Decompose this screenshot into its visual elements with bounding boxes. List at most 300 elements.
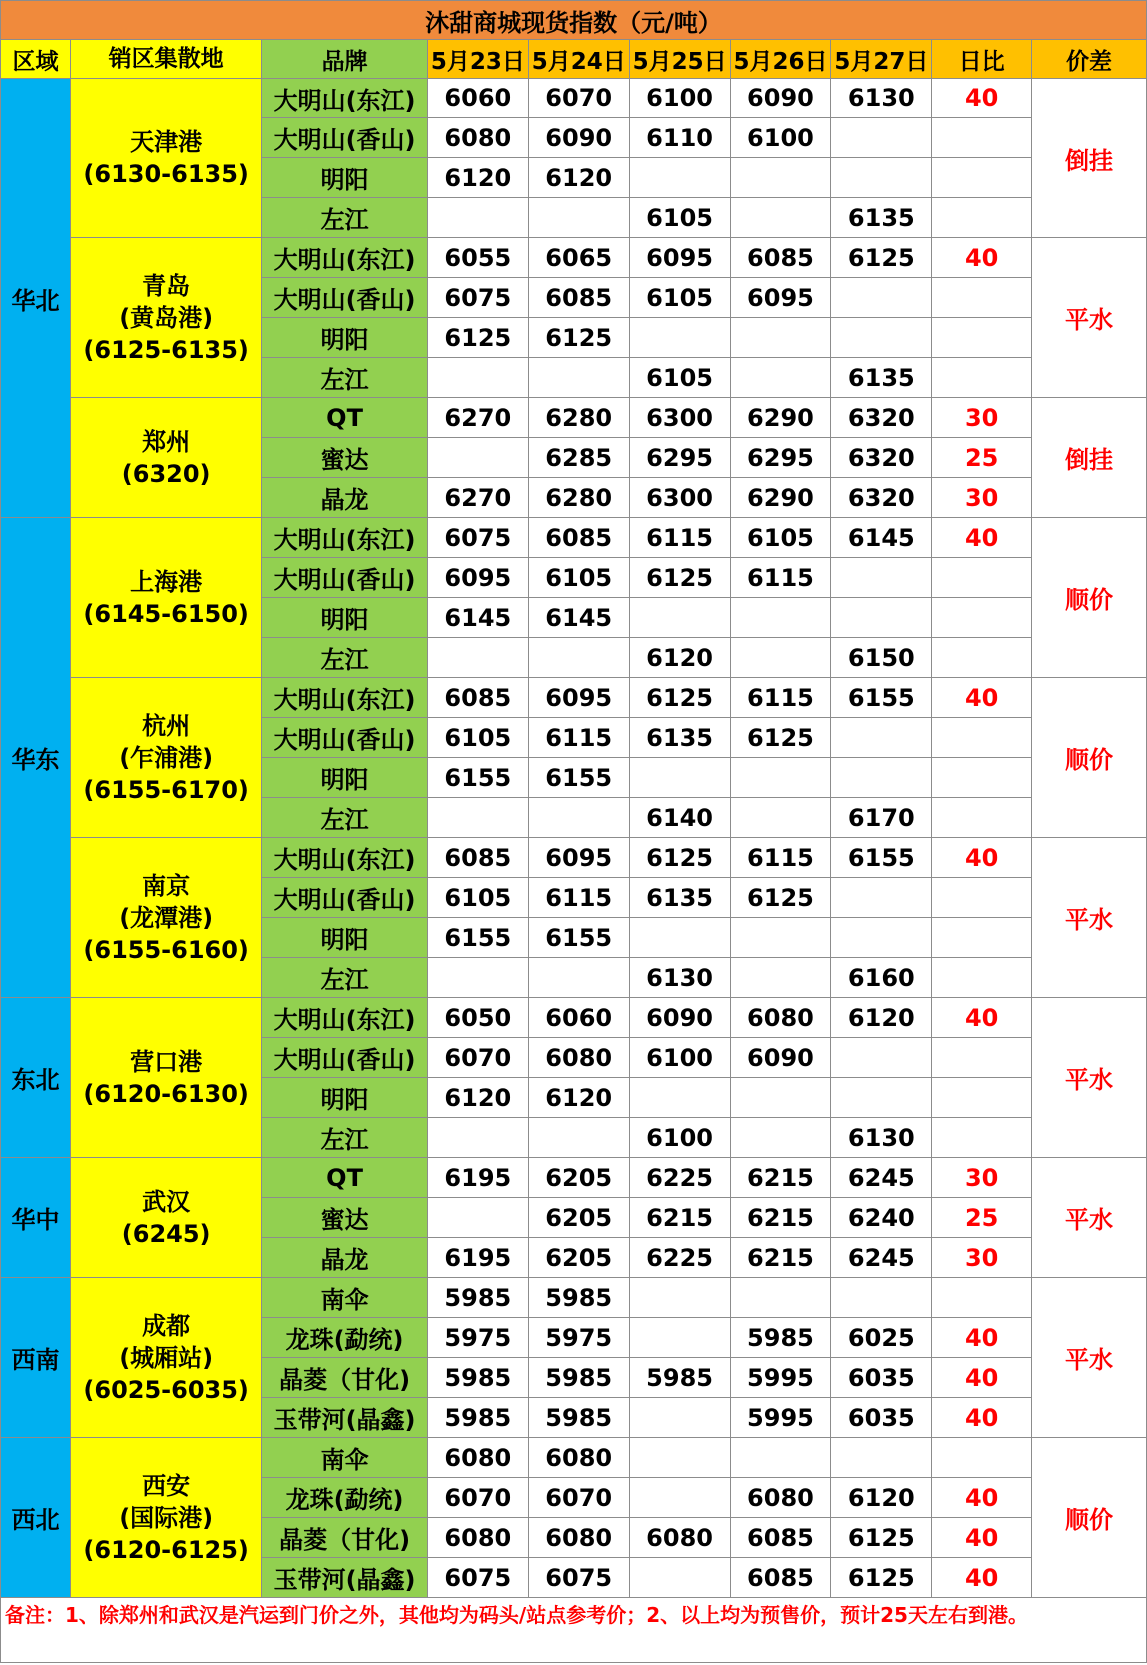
brand-name: 明阳 xyxy=(262,1078,428,1118)
table-row xyxy=(1,1438,1147,1478)
price-spread-cell: 倒挂 xyxy=(1032,79,1147,238)
price-cell: 6280 xyxy=(528,478,629,518)
price-cell: 6145 xyxy=(427,598,528,638)
daily-change-cell: 30 xyxy=(932,1158,1032,1198)
price-cell: 6155 xyxy=(528,918,629,958)
daily-change-cell: 40 xyxy=(932,1398,1032,1438)
price-cell xyxy=(831,1438,932,1478)
price-cell: 6215 xyxy=(730,1158,831,1198)
price-cell: 6245 xyxy=(831,1158,932,1198)
brand-name: 大明山(香山) xyxy=(262,1038,428,1078)
price-cell: 6080 xyxy=(528,1038,629,1078)
price-spread-cell: 平水 xyxy=(1032,1278,1147,1438)
price-cell: 6095 xyxy=(528,838,629,878)
price-spread-cell: 平水 xyxy=(1032,238,1147,398)
brand-name: QT xyxy=(262,1158,428,1198)
price-spread-cell: 平水 xyxy=(1032,838,1147,998)
price-cell: 6130 xyxy=(831,1118,932,1158)
price-cell: 6075 xyxy=(427,278,528,318)
price-cell: 6115 xyxy=(730,678,831,718)
price-cell: 6080 xyxy=(629,1518,730,1558)
price-cell: 6115 xyxy=(629,518,730,558)
price-cell xyxy=(427,798,528,838)
price-cell: 6105 xyxy=(528,558,629,598)
brand-name: 大明山(香山) xyxy=(262,118,428,158)
price-cell: 6195 xyxy=(427,1238,528,1278)
price-cell xyxy=(629,598,730,638)
city-cell xyxy=(71,398,262,518)
price-cell: 6090 xyxy=(629,998,730,1038)
price-cell xyxy=(831,318,932,358)
price-cell: 6125 xyxy=(730,718,831,758)
brand-name: 龙珠(勐统) xyxy=(262,1318,428,1358)
price-cell: 6080 xyxy=(427,118,528,158)
price-cell: 6105 xyxy=(730,518,831,558)
price-cell: 6095 xyxy=(730,278,831,318)
price-cell xyxy=(831,1278,932,1318)
price-spread-cell: 平水 xyxy=(1032,1158,1147,1278)
price-cell: 5985 xyxy=(427,1278,528,1318)
price-cell: 6115 xyxy=(730,558,831,598)
brand-name: 大明山(香山) xyxy=(262,558,428,598)
region-name: 华东 xyxy=(1,518,71,998)
price-cell xyxy=(730,358,831,398)
price-cell: 6055 xyxy=(427,238,528,278)
table-row xyxy=(1,1278,1147,1318)
brand-name: 左江 xyxy=(262,638,428,678)
price-cell: 6205 xyxy=(528,1198,629,1238)
price-spread-cell: 平水 xyxy=(1032,998,1147,1158)
price-cell xyxy=(831,598,932,638)
daily-change-cell xyxy=(932,1078,1032,1118)
city-detail: (黄岛港) xyxy=(119,303,214,332)
daily-change-cell xyxy=(932,718,1032,758)
price-cell xyxy=(528,798,629,838)
note-row xyxy=(1,1598,1147,1663)
price-cell xyxy=(427,958,528,998)
price-cell xyxy=(427,438,528,478)
price-cell: 6080 xyxy=(528,1518,629,1558)
price-cell xyxy=(730,758,831,798)
price-cell: 6155 xyxy=(528,758,629,798)
price-cell xyxy=(629,1318,730,1358)
header-brand: 品牌 xyxy=(262,40,428,79)
price-cell: 6095 xyxy=(528,678,629,718)
daily-change-cell xyxy=(932,1118,1032,1158)
brand-name: 左江 xyxy=(262,958,428,998)
price-cell: 5985 xyxy=(528,1398,629,1438)
price-cell: 6115 xyxy=(528,718,629,758)
price-cell: 6125 xyxy=(730,878,831,918)
price-cell: 6060 xyxy=(528,998,629,1038)
price-cell xyxy=(528,638,629,678)
price-cell: 6125 xyxy=(629,678,730,718)
price-cell: 6120 xyxy=(629,638,730,678)
brand-name: 南伞 xyxy=(262,1438,428,1478)
daily-change-cell xyxy=(932,958,1032,998)
price-cell: 6320 xyxy=(831,478,932,518)
price-cell: 6135 xyxy=(831,198,932,238)
city-detail: (6025-6035) xyxy=(83,1375,249,1404)
header-date: 5月27日 xyxy=(831,40,932,79)
daily-change-cell xyxy=(932,918,1032,958)
price-cell: 6295 xyxy=(730,438,831,478)
price-cell: 5985 xyxy=(528,1358,629,1398)
price-cell: 6155 xyxy=(427,758,528,798)
price-cell: 6285 xyxy=(528,438,629,478)
city-cell xyxy=(71,1438,262,1598)
daily-change-cell xyxy=(932,1438,1032,1478)
price-cell xyxy=(629,918,730,958)
price-cell: 6085 xyxy=(427,838,528,878)
daily-change-cell: 40 xyxy=(932,1318,1032,1358)
city-name: 西安 xyxy=(142,1471,191,1500)
brand-name: 晶菱（甘化) xyxy=(262,1358,428,1398)
price-cell: 5985 xyxy=(528,1278,629,1318)
price-cell: 6225 xyxy=(629,1238,730,1278)
daily-change-cell: 30 xyxy=(932,1238,1032,1278)
price-cell xyxy=(730,1438,831,1478)
table-row xyxy=(1,79,1147,118)
price-cell xyxy=(427,198,528,238)
price-cell: 6080 xyxy=(730,998,831,1038)
price-cell: 6195 xyxy=(427,1158,528,1198)
price-cell: 6035 xyxy=(831,1398,932,1438)
daily-change-cell xyxy=(932,1278,1032,1318)
price-cell: 6280 xyxy=(528,398,629,438)
city-detail: (6155-6160) xyxy=(83,935,249,964)
table-row xyxy=(1,838,1147,878)
price-cell xyxy=(427,1118,528,1158)
daily-change-cell: 40 xyxy=(932,238,1032,278)
price-cell: 6130 xyxy=(831,79,932,118)
price-cell xyxy=(831,878,932,918)
city-detail: (龙潭港) xyxy=(119,903,214,932)
daily-change-cell: 40 xyxy=(932,1478,1032,1518)
region-name: 西南 xyxy=(1,1278,71,1438)
city-cell xyxy=(71,998,262,1158)
price-cell: 6070 xyxy=(528,1478,629,1518)
price-cell xyxy=(730,318,831,358)
price-cell xyxy=(427,638,528,678)
price-cell: 6120 xyxy=(831,998,932,1038)
daily-change-cell: 40 xyxy=(932,79,1032,118)
price-cell xyxy=(831,1038,932,1078)
daily-change-cell xyxy=(932,798,1032,838)
price-cell xyxy=(629,318,730,358)
price-cell: 6135 xyxy=(831,358,932,398)
price-cell: 6070 xyxy=(528,79,629,118)
price-cell: 6290 xyxy=(730,398,831,438)
city-detail: (6320) xyxy=(121,459,211,488)
price-cell: 6300 xyxy=(629,398,730,438)
city-detail: (6245) xyxy=(121,1219,211,1248)
daily-change-cell xyxy=(932,558,1032,598)
brand-name: 大明山(香山) xyxy=(262,278,428,318)
price-cell xyxy=(629,1438,730,1478)
price-cell: 6085 xyxy=(730,1518,831,1558)
price-cell: 6290 xyxy=(730,478,831,518)
price-cell: 6125 xyxy=(831,1558,932,1598)
brand-name: 龙珠(勐统) xyxy=(262,1478,428,1518)
price-cell: 6155 xyxy=(831,838,932,878)
price-cell: 6075 xyxy=(528,1558,629,1598)
brand-name: 南伞 xyxy=(262,1278,428,1318)
city-cell xyxy=(71,678,262,838)
city-detail: (6125-6135) xyxy=(83,335,249,364)
daily-change-cell: 30 xyxy=(932,398,1032,438)
price-cell xyxy=(629,1078,730,1118)
price-cell xyxy=(730,598,831,638)
price-cell: 6240 xyxy=(831,1198,932,1238)
footnote: 备注：1、除郑州和武汉是汽运到门价之外，其他均为码头/站点参考价；2、以上均为预售价，预计25天左右到港。 xyxy=(1,1598,1147,1663)
daily-change-cell: 40 xyxy=(932,1358,1032,1398)
header-date: 5月25日 xyxy=(629,40,730,79)
city-detail: (6155-6170) xyxy=(83,775,249,804)
price-cell xyxy=(831,278,932,318)
daily-change-cell xyxy=(932,278,1032,318)
city-name: 郑州 xyxy=(142,427,191,456)
price-cell: 6160 xyxy=(831,958,932,998)
city-detail: (6130-6135) xyxy=(83,160,249,188)
price-cell xyxy=(831,758,932,798)
price-cell: 6080 xyxy=(427,1438,528,1478)
price-cell: 6090 xyxy=(730,1038,831,1078)
price-cell: 6125 xyxy=(629,838,730,878)
price-cell: 6105 xyxy=(629,278,730,318)
price-cell: 6125 xyxy=(528,318,629,358)
price-cell: 6085 xyxy=(730,1558,831,1598)
price-cell: 6270 xyxy=(427,478,528,518)
price-cell: 5975 xyxy=(427,1318,528,1358)
price-cell: 6120 xyxy=(528,158,629,198)
price-cell: 6170 xyxy=(831,798,932,838)
price-cell xyxy=(730,1078,831,1118)
brand-name: 蜜达 xyxy=(262,438,428,478)
price-cell: 6155 xyxy=(427,918,528,958)
price-cell: 6035 xyxy=(831,1358,932,1398)
brand-name: 大明山(东江) xyxy=(262,838,428,878)
price-cell: 6140 xyxy=(629,798,730,838)
region-name: 东北 xyxy=(1,998,71,1158)
price-cell: 6080 xyxy=(528,1438,629,1478)
daily-change-cell xyxy=(932,638,1032,678)
brand-name: 明阳 xyxy=(262,598,428,638)
price-cell xyxy=(730,158,831,198)
price-cell: 6225 xyxy=(629,1158,730,1198)
table-row xyxy=(1,1158,1147,1198)
brand-name: 左江 xyxy=(262,1118,428,1158)
price-cell xyxy=(730,198,831,238)
city-cell xyxy=(71,1158,262,1278)
city-detail: (6120-6125) xyxy=(83,1535,249,1564)
price-cell: 6125 xyxy=(831,238,932,278)
brand-name: 玉带河(晶鑫) xyxy=(262,1398,428,1438)
daily-change-cell: 30 xyxy=(932,478,1032,518)
city-cell xyxy=(71,79,262,238)
city-cell xyxy=(71,1278,262,1438)
brand-name: 大明山(香山) xyxy=(262,878,428,918)
price-cell: 6100 xyxy=(629,79,730,118)
price-cell xyxy=(831,158,932,198)
header-region: 区域 xyxy=(1,40,71,79)
price-cell xyxy=(730,798,831,838)
brand-name: 晶龙 xyxy=(262,1238,428,1278)
price-cell: 6090 xyxy=(528,118,629,158)
price-cell: 6115 xyxy=(730,838,831,878)
price-cell: 6120 xyxy=(427,1078,528,1118)
region-name: 西北 xyxy=(1,1438,71,1598)
daily-change-cell xyxy=(932,158,1032,198)
price-cell: 5995 xyxy=(730,1358,831,1398)
daily-change-cell xyxy=(932,318,1032,358)
price-cell: 6120 xyxy=(528,1078,629,1118)
price-cell xyxy=(629,1398,730,1438)
price-cell: 6270 xyxy=(427,398,528,438)
price-cell: 6090 xyxy=(730,79,831,118)
daily-change-cell: 40 xyxy=(932,998,1032,1038)
price-cell xyxy=(427,1198,528,1238)
price-cell: 5985 xyxy=(730,1318,831,1358)
daily-change-cell: 40 xyxy=(932,1518,1032,1558)
price-cell: 6125 xyxy=(629,558,730,598)
price-cell xyxy=(629,1278,730,1318)
brand-name: 明阳 xyxy=(262,158,428,198)
price-spread-cell: 倒挂 xyxy=(1032,398,1147,518)
brand-name: 明阳 xyxy=(262,918,428,958)
brand-name: 大明山(东江) xyxy=(262,518,428,558)
price-cell: 5975 xyxy=(528,1318,629,1358)
city-name: 天津港 xyxy=(130,128,203,156)
table-row xyxy=(1,678,1147,718)
price-cell: 6105 xyxy=(427,878,528,918)
table-row xyxy=(1,398,1147,438)
price-cell: 6025 xyxy=(831,1318,932,1358)
brand-name: 大明山(香山) xyxy=(262,718,428,758)
price-cell xyxy=(629,1558,730,1598)
price-cell xyxy=(427,358,528,398)
price-cell xyxy=(730,1118,831,1158)
price-cell xyxy=(629,1478,730,1518)
price-cell xyxy=(528,198,629,238)
daily-change-cell xyxy=(932,598,1032,638)
brand-name: 明阳 xyxy=(262,318,428,358)
price-cell: 6085 xyxy=(427,678,528,718)
price-cell: 6110 xyxy=(629,118,730,158)
price-spread-cell: 顺价 xyxy=(1032,1438,1147,1598)
brand-name: 明阳 xyxy=(262,758,428,798)
city-cell xyxy=(71,838,262,998)
price-cell: 6095 xyxy=(427,558,528,598)
price-cell xyxy=(730,958,831,998)
price-cell: 6075 xyxy=(427,518,528,558)
price-cell: 6070 xyxy=(427,1038,528,1078)
price-cell: 6130 xyxy=(629,958,730,998)
brand-name: 大明山(东江) xyxy=(262,238,428,278)
price-cell: 6095 xyxy=(629,238,730,278)
daily-change-cell xyxy=(932,878,1032,918)
header-date: 5月26日 xyxy=(730,40,831,79)
brand-name: 晶龙 xyxy=(262,478,428,518)
city-detail: (乍浦港) xyxy=(119,743,214,772)
city-name: 成都 xyxy=(142,1311,191,1340)
daily-change-cell: 25 xyxy=(932,1198,1032,1238)
city-detail: (城厢站) xyxy=(119,1343,214,1372)
price-cell: 6050 xyxy=(427,998,528,1038)
price-cell: 6300 xyxy=(629,478,730,518)
price-spread-cell: 顺价 xyxy=(1032,678,1147,838)
daily-change-cell: 40 xyxy=(932,518,1032,558)
price-cell: 6320 xyxy=(831,398,932,438)
price-cell xyxy=(528,1118,629,1158)
price-cell: 6215 xyxy=(730,1198,831,1238)
city-detail: (国际港) xyxy=(119,1503,214,1532)
price-spread-cell: 顺价 xyxy=(1032,518,1147,678)
header-daily-change: 日比 xyxy=(932,40,1032,79)
table-row xyxy=(1,998,1147,1038)
price-cell xyxy=(831,918,932,958)
price-cell: 6135 xyxy=(629,878,730,918)
brand-name: 大明山(东江) xyxy=(262,998,428,1038)
price-cell xyxy=(730,638,831,678)
price-cell: 6060 xyxy=(427,79,528,118)
price-cell xyxy=(831,118,932,158)
city-cell xyxy=(71,518,262,678)
brand-name: 左江 xyxy=(262,798,428,838)
price-cell: 6155 xyxy=(831,678,932,718)
table-row xyxy=(1,238,1147,278)
price-cell: 6120 xyxy=(831,1478,932,1518)
price-cell xyxy=(528,958,629,998)
price-cell: 6320 xyxy=(831,438,932,478)
brand-name: 左江 xyxy=(262,198,428,238)
price-cell xyxy=(730,1278,831,1318)
brand-name: 大明山(东江) xyxy=(262,678,428,718)
daily-change-cell: 40 xyxy=(932,838,1032,878)
price-cell: 6105 xyxy=(629,358,730,398)
price-cell: 6080 xyxy=(730,1478,831,1518)
header-price-spread: 价差 xyxy=(1032,40,1147,79)
price-cell: 6295 xyxy=(629,438,730,478)
daily-change-cell: 40 xyxy=(932,1558,1032,1598)
header-date: 5月23日 xyxy=(427,40,528,79)
header-date: 5月24日 xyxy=(528,40,629,79)
price-cell: 6120 xyxy=(427,158,528,198)
price-cell: 6070 xyxy=(427,1478,528,1518)
daily-change-cell xyxy=(932,118,1032,158)
table-title: 沐甜商城现货指数（元/吨） xyxy=(1,1,1147,40)
city-detail: (6120-6130) xyxy=(83,1079,249,1108)
city-cell xyxy=(71,238,262,398)
region-name: 华北 xyxy=(1,79,71,518)
price-cell: 6065 xyxy=(528,238,629,278)
price-cell: 6125 xyxy=(831,1518,932,1558)
city-name: 青岛 xyxy=(142,271,191,300)
city-name: 上海港 xyxy=(130,567,203,596)
price-cell: 6075 xyxy=(427,1558,528,1598)
price-cell xyxy=(730,918,831,958)
price-cell: 6080 xyxy=(427,1518,528,1558)
price-cell: 6115 xyxy=(528,878,629,918)
price-cell: 6150 xyxy=(831,638,932,678)
price-cell: 5985 xyxy=(629,1358,730,1398)
price-cell: 6085 xyxy=(528,518,629,558)
price-cell: 6125 xyxy=(427,318,528,358)
header-row xyxy=(1,40,1147,79)
price-cell xyxy=(831,1078,932,1118)
city-name: 杭州 xyxy=(142,711,191,740)
daily-change-cell: 40 xyxy=(932,678,1032,718)
